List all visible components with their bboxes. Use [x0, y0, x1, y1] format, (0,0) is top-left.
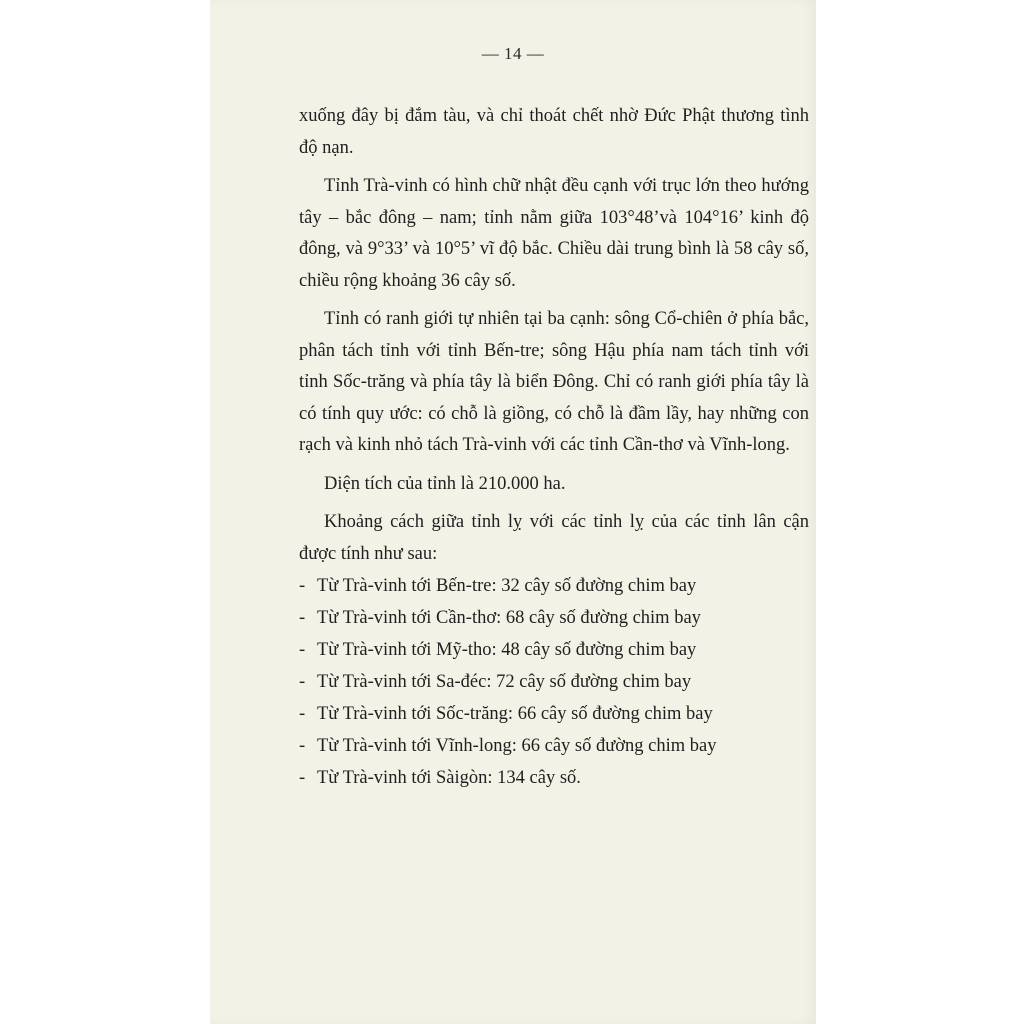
distance-list	[299, 571, 809, 794]
list-item	[299, 699, 809, 730]
list-item	[299, 635, 809, 666]
list-item-text: Từ Trà-vinh tới Mỹ-tho: 48 cây số đường chim bay	[317, 640, 697, 660]
page-number: — 14 —	[481, 44, 545, 63]
list-item	[299, 763, 809, 794]
list-item-text: Từ Trà-vinh tới Sàigòn: 134 cây số.	[317, 768, 581, 788]
list-marker: -	[299, 672, 306, 692]
page-body	[299, 101, 809, 794]
list-marker: -	[299, 704, 306, 724]
list-item	[299, 731, 809, 762]
paragraph-1: xuống đây bị đắm tàu, và chỉ thoát chết nhờ Đức Phật thương tình độ nạn.	[299, 106, 809, 158]
paragraph-5: Khoảng cách giữa tỉnh lỵ với các tỉnh lỵ của các tỉnh lân cận được tính như sau:	[299, 512, 809, 564]
list-item	[299, 667, 809, 698]
list-item-text: Từ Trà-vinh tới Vĩnh-long: 66 cây số đường chim bay	[317, 736, 717, 756]
book-page	[210, 0, 816, 1024]
list-item-text: Từ Trà-vinh tới Sa-đéc: 72 cây số đường chim bay	[317, 672, 692, 692]
list-item	[299, 603, 809, 634]
list-marker: -	[299, 608, 306, 628]
list-marker: -	[299, 640, 306, 660]
list-item-text: Từ Trà-vinh tới Sốc-trăng: 66 cây số đường chim bay	[317, 704, 713, 724]
paragraph-3: Tỉnh có ranh giới tự nhiên tại ba cạnh: sông Cổ-chiên ở phía bắc, phân tách tỉnh với tỉnh Bến-tre; sông Hậu phía nam tách tỉnh với tỉnh Sốc-trăng và phía tây là biển Đông. Chỉ có ranh giới phía tây là có tính quy ước: có chỗ là giồng, có chỗ là đầm lầy, hay những con rạch và kinh nhỏ tách Trà-vinh với các tỉnh Cần-thơ và Vĩnh-long.	[299, 309, 809, 455]
paragraph-2: Tỉnh Trà-vinh có hình chữ nhật đều cạnh với trục lớn theo hướng tây – bắc đông – nam; tỉnh nằm giữa 103°48’và 104°16’ kinh độ đông, và 9°33’ và 10°5’ vĩ độ bắc. Chiều dài trung bình là 58 cây số, chiều rộng khoảng 36 cây số.	[299, 176, 809, 291]
list-item-text: Từ Trà-vinh tới Cần-thơ: 68 cây số đường chim bay	[317, 608, 701, 628]
list-marker: -	[299, 768, 306, 788]
list-marker: -	[299, 576, 306, 596]
list-item	[299, 571, 809, 602]
paragraph-4: Diện tích của tỉnh là 210.000 ha.	[324, 473, 566, 494]
list-marker: -	[299, 736, 306, 756]
list-item-text: Từ Trà-vinh tới Bến-tre: 32 cây số đường chim bay	[317, 576, 697, 596]
